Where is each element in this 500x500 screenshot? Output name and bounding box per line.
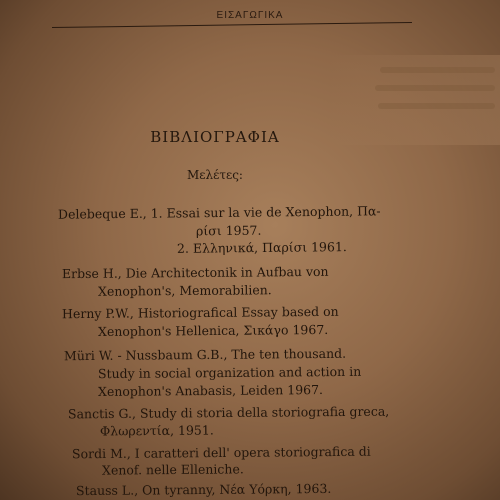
bibliography-line: Sanctis G., Study di storia della storiografia greca, bbox=[67, 403, 390, 422]
bibliography-line: Müri W. - Nussbaum G.B., The ten thousand. bbox=[63, 345, 347, 364]
running-head: ΕΙΣΑΓΩΓΙΚΑ bbox=[216, 10, 284, 21]
section-title: ΒΙΒΛΙΟΓΡΑΦΙΑ bbox=[150, 128, 280, 146]
bibliography-line: Stauss L., On tyranny, Νέα Υόρκη, 1963. bbox=[75, 480, 332, 499]
bibliography-line: Xenof. nelle Elleniche. bbox=[101, 461, 244, 478]
bleed-line bbox=[378, 103, 495, 109]
bibliography-line: Herny P.W., Historiografical Essay based on bbox=[61, 303, 339, 322]
bibliography-line: Φλωρεντία, 1951. bbox=[99, 422, 214, 439]
bibliography-line: Erbse H., Die Architectonik in Aufbau von bbox=[61, 263, 329, 282]
bibliography-line: Xenophon's Hellenica, Σικάγο 1967. bbox=[97, 321, 329, 340]
bibliography-line: Sordi M., I caratteri dell' opera storiografica di bbox=[71, 443, 371, 462]
bibliography-line: Xenophon's, Memorabilien. bbox=[97, 282, 272, 299]
bibliography-line: 2. Ελληνικά, Παρίσι 1961. bbox=[176, 239, 347, 256]
bleed-line bbox=[380, 67, 495, 73]
bibliography-line: ρίσι 1957. bbox=[195, 222, 262, 239]
bibliography-line: Delebeque E., 1. Essai sur la vie de Xenophon, Πα- bbox=[57, 203, 381, 222]
header-rule bbox=[52, 22, 412, 28]
section-subtitle: Μελέτες: bbox=[187, 168, 243, 182]
bibliography-line: Study in social organization and action in bbox=[97, 363, 362, 382]
bleed-line bbox=[375, 85, 495, 91]
bibliography-line: Xenophon's Anabasis, Leiden 1967. bbox=[97, 382, 324, 399]
